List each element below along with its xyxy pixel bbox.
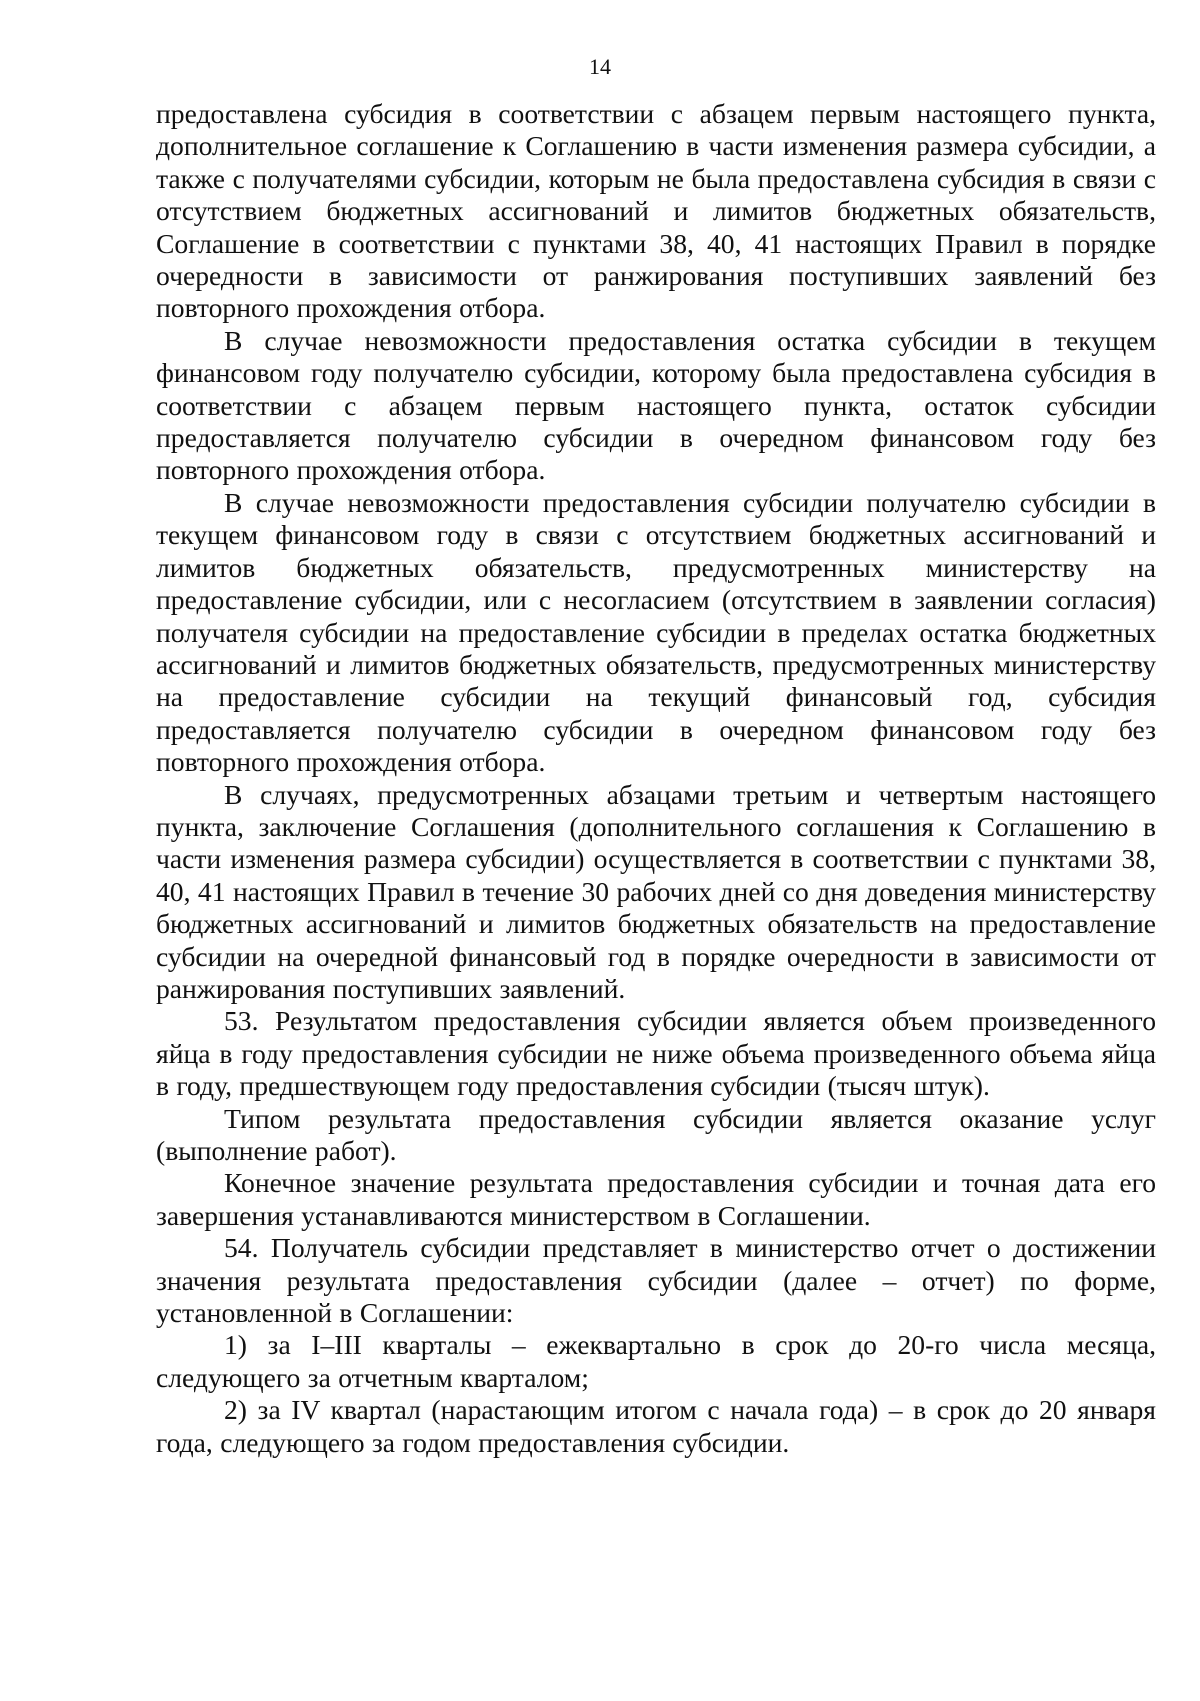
paragraph: Типом результата предоставления субсидии является оказание услуг (выполнение работ). [156, 1102, 1156, 1166]
paragraph: В случаях, предусмотренных абзацами третьим и четвертым настоящего пункта, заключение Соглашения (дополнительного соглашения к Соглашению в части изменения размера субсидии) осуществляется в соответствии с пунктами 38, 40, 41 настоящих Правил в течение 30 рабочих дней со дня доведения министерству бюджетных ассигнований и лимитов бюджетных обязательств на предоставление субсидии на очередной финансовый год в порядке очередности в зависимости от ранжирования поступивших заявлений. [156, 778, 1156, 1004]
paragraph: Конечное значение результата предоставления субсидии и точная дата его завершения устанавливаются министерством в Соглашении. [156, 1167, 1156, 1231]
clause-53-paragraph: 53. Результатом предоставления субсидии является объем произведенного яйца в году предоставления субсидии не ниже объема произведенного объема яйца в году, предшествующем году предоставления субсидии (тысяч штук). [156, 1005, 1156, 1102]
list-item: 2) за IV квартал (нарастающим итогом с начала года) – в срок до 20 января года, следующего за годом предоставления субсидии. [156, 1394, 1156, 1458]
list-item: 1) за I–III кварталы – ежеквартально в срок до 20-го числа месяца, следующего за отчетным кварталом; [156, 1329, 1156, 1393]
paragraph: предоставлена субсидия в соответствии с абзацем первым настоящего пункта, дополнительное соглашение к Соглашению в части изменения размера субсидии, а также с получателями субсидии, которым не была предоставлена субсидия в связи с отсутствием бюджетных ассигнований и лимитов бюджетных обязательств, Соглашение в соответствии с пунктами 38, 40, 41 настоящих Правил в порядке очередности в зависимости от ранжирования поступивших заявлений без повторного прохождения отбора. [156, 98, 1156, 324]
paragraph: В случае невозможности предоставления остатка субсидии в текущем финансовом году получателю субсидии, которому была предоставлена субсидия в соответствии с абзацем первым настоящего пункта, остаток субсидии предоставляется получателю субсидии в очередном финансовом году без повторного прохождения отбора. [156, 324, 1156, 486]
page-number: 14 [589, 54, 611, 79]
paragraph: В случае невозможности предоставления субсидии получателю субсидии в текущем финансовом году в связи с отсутствием бюджетных ассигнований и лимитов бюджетных обязательств, предусмотренных министерству на предоставление субсидии, или с несогласием (отсутствием в заявлении согласия) получателя субсидии на предоставление субсидии в пределах остатка бюджетных ассигнований и лимитов бюджетных обязательств, предусмотренных министерству на предоставление субсидии на текущий финансовый год, субсидия предоставляется получателю субсидии в очередном финансовом году без повторного прохождения отбора. [156, 486, 1156, 778]
document-body [156, 98, 1156, 1459]
clause-54-paragraph: 54. Получатель субсидии представляет в министерство отчет о достижении значения результата предоставления субсидии (далее – отчет) по форме, установленной в Соглашении: [156, 1232, 1156, 1329]
